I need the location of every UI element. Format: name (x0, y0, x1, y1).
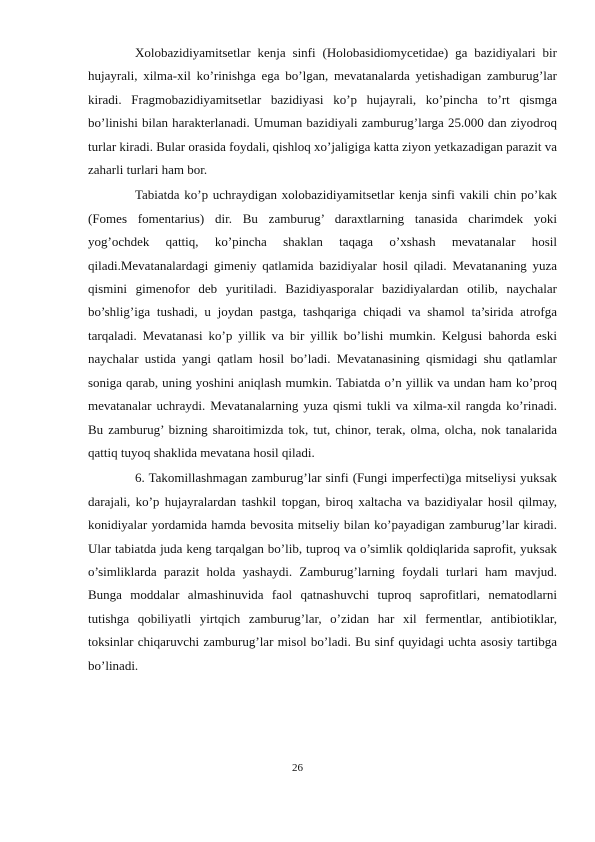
paragraph-xolobazidiyamitsetlar: Xolobazidiyamitsetlar kenja sinfi (Holobasidiomycetidae) ga bazidiyalari bir hujayrali, xilma-xil ko’rinishga ega bo’lgan, mevatanalarda yetishadigan zamburug’lar kiradi. Fragmobazidiyamitsetlar bazidiyasi ko’p hujayrali, ko’pincha to’rt qismga bo’linishi bilan harakterlanadi. Umuman bazidiyali zamburug’larga 25.000 dan ziyodroq turlar kiradi. Bular orasida foydali, qishloq xo’jaligiga katta ziyon yetkazadigan parazit va zaharli turlari ham bor. (88, 45, 557, 178)
page-number: 26 (292, 762, 303, 774)
paragraph-fungi-imperfecti: 6. Takomillashmagan zamburug’lar sinfi (Fungi imperfecti)ga mitseliysi yuksak darajali, ko’p hujayralardan tashkil topgan, biroq xaltacha va bazidiyalar hosil qilmay, konidiyalar yordamida hamda bevosita mitseliy bilan ko’payadigan zamburug’lar kiradi. Ular tabiatda juda keng tarqalgan bo’lib, tuproq va o’simlik qoldiqlarida saprofit, yuksak o’simliklarda parazit holda yashaydi. Zamburug’larning foydali turlari ham mavjud. Bunga moddalar almashinuvida faol qatnashuvchi tuproq saprofitlari, nematodlarni tutishga qobiliyatli yirtqich zamburug’lar, o’zidan har xil fermentlar, antibiotiklar, toksinlar chiqaruvchi zamburug’lar misol bo’ladi. Bu sinf quyidagi uchta asosiy tartibga bo’linadi. (88, 470, 557, 673)
body-text (88, 41, 557, 677)
paragraph-fomes-fomentarius: Tabiatda ko’p uchraydigan xolobazidiyamitsetlar kenja sinfi vakili chin po’kak (Fomes fomentarius) dir. Bu zamburug’ daraxtlarning tanasida charimdek yoki yog’ochdek qattiq, ko’pincha shaklan taqaga o’xshash mevatanalar hosil qiladi.Mevatanalardagi gimeniy qatlamida bazidiyalar hosil qiladi. Mevatananing yuza qismini gimenofor deb yuritiladi. Bazidiyasporalar bazidiyalardan otilib, naychalar bo’shlig’iga tushadi, u joydan pastga, tashqariga chiqadi va shamol ta’sirida atrofga tarqaladi. Mevatanasi ko’p yillik va bir yillik bo’lishi mumkin. Kelgusi bahorda eski naychalar ustida yangi qatlam hosil bo’ladi. Mevatanasining qismidagi shu qatlamlar soniga qarab, uning yoshini aniqlash mumkin. Tabiatda o’n yillik va undan ham ko’proq mevatanalar uchraydi. Mevatanalarning yuza qismi tukli va xilma-xil rangda ko’rinadi. Bu zamburug’ bizning sharoitimizda tok, tut, chinor, terak, olma, olcha, nok tanalarida qattiq tuyoq shaklida mevatana hosil qiladi. (88, 187, 557, 460)
